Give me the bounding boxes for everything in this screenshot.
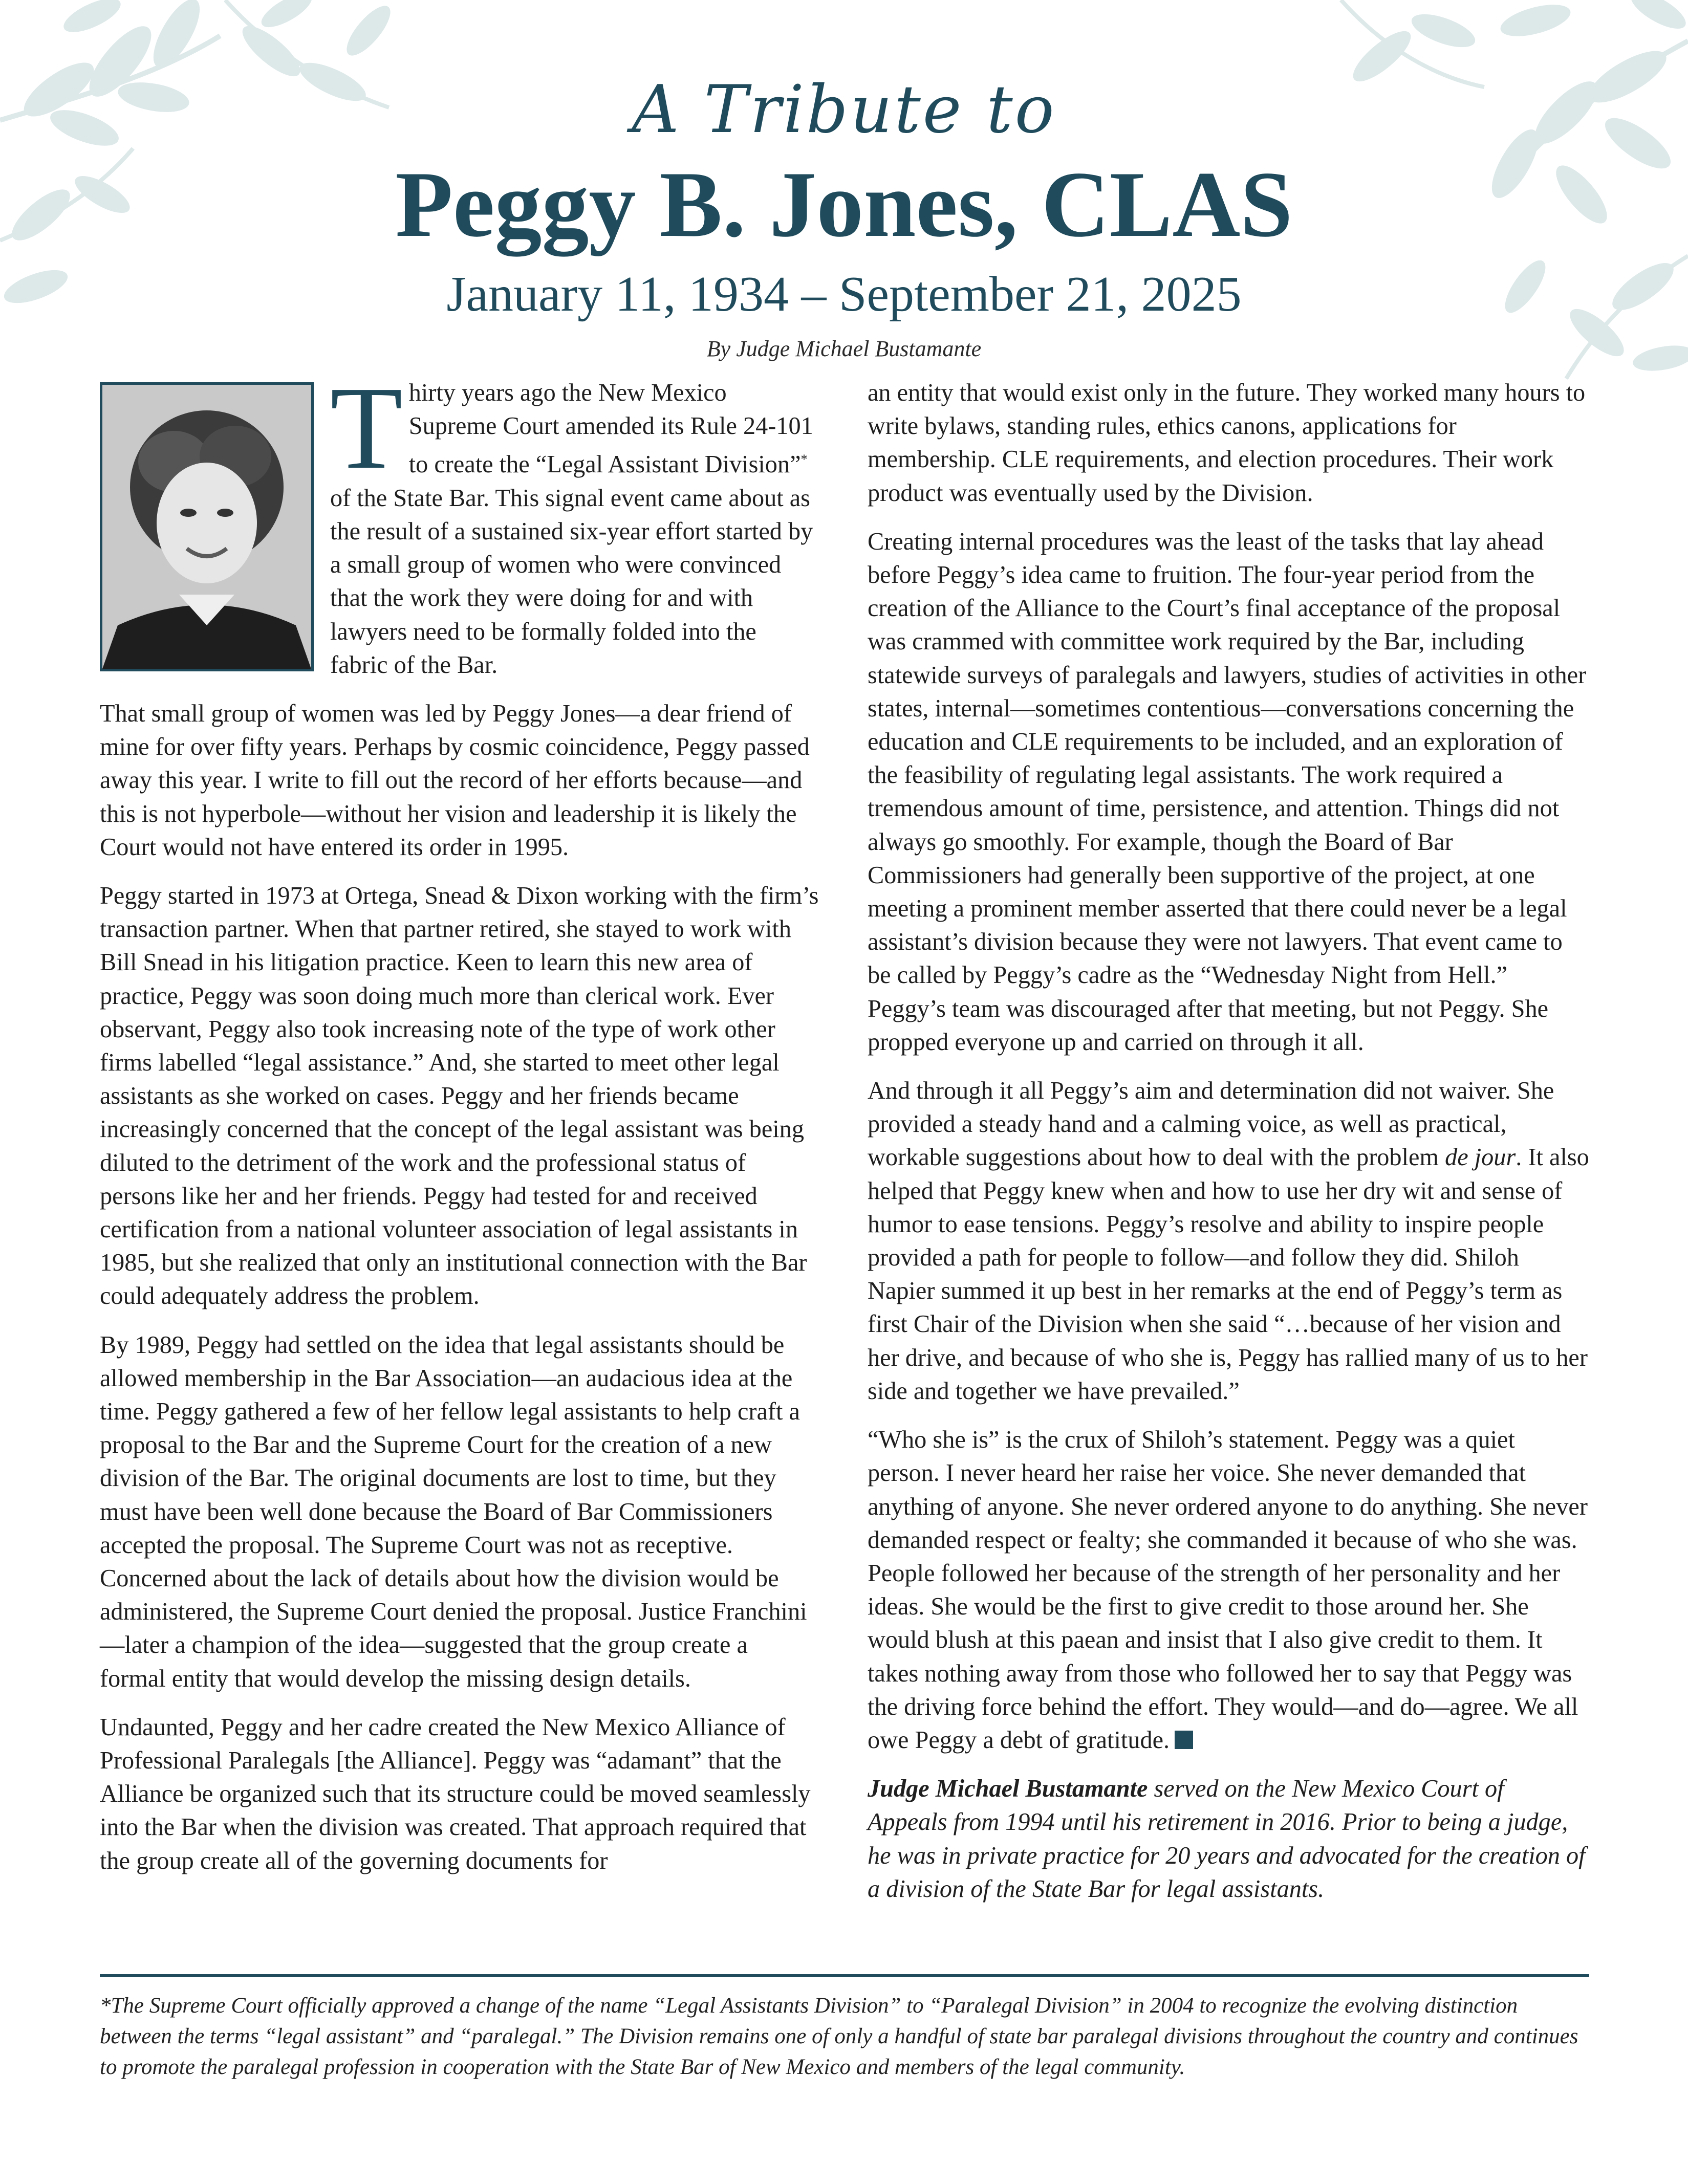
end-mark-icon — [1175, 1731, 1193, 1749]
paragraph: Undaunted, Peggy and her cadre created the New Mexico Alliance of Professional Paralegals [the Alliance]. Peggy was “adamant” that the Alliance be organized such that its structure could be moved seamlessly into the Bar when the division was created. That approach required that the group create all of the governing documents for — [100, 1713, 811, 1874]
honoree-name: Peggy B. Jones, CLAS — [395, 152, 1293, 256]
paragraph: That small group of women was led by Peggy Jones—a dear friend of mine for over fifty years. Perhaps by cosmic coincidence, Peggy passed away this year. I write to fill out the record of her efforts because—and this is not hyperbole—without her vision and leadership it is likely the Court would not have entered its order in 1995. — [100, 700, 810, 861]
footnote-mark: * — [800, 452, 808, 467]
paragraph-text: “Who she is” is the crux of Shiloh’s statement. Peggy was a quiet person. I never heard her raise her voice. She never demanded that anything of anyone. She never ordered anyone to do anything. She never demanded respect or fealty; she commanded it because of who she was. People followed her because of the strength of her personality and her ideas. She would be the first to give credit to those around her. She would blush at this paean and insist that I also give credit to them. It takes nothing away from those who followed her to say that Peggy was the driving force behind the effort. They would—and do—agree. We all owe Peggy a debt of gratitude. — [868, 1426, 1588, 1754]
paragraph: Peggy started in 1973 at Ortega, Snead & Dixon working with the firm’s transaction partner. When that partner retired, she stayed to work with Bill Snead in his litigation practice. Keen to learn this new area of practice, Peggy was soon doing much more than clerical work. Ever observant, Peggy also took increasing note of the type of work other firms labelled “legal assistance.” And, she started to meet other legal assistants as she worked on cases. Peggy and her friends became increasingly concerned that the concept of the legal assistant was being diluted to the detriment of the work and the professional status of persons like her and her friends. Peggy had tested for and received certification from a national volunteer association of legal assistants in 1985, but she realized that only an institutional connection with the Bar could adequately address the problem. — [100, 882, 819, 1310]
italic-phrase: de jour — [1445, 1144, 1516, 1171]
author-name: Judge Michael Bustamante — [868, 1775, 1148, 1803]
paragraph-text-cont: . It also helped that Peggy knew when and how to use her dry wit and sense of humor to ease tensions. Peggy’s resolve and ability to inspire people provided a path for people to follow—and follow they did. Shiloh Napier summed it up best in her remarks at the end of Peggy’s term as first Chair of the Division when she said “…because of her vision and her drive, and because of who she is, Peggy has rallied many of us to her side and together we have prevailed.” — [868, 1144, 1589, 1405]
footnote: *The Supreme Court officially approved a change of the name “Legal Assistants Division” to “Paralegal Division” in 2004 to recognize the evolving distinction between the terms “legal assistant” and “paralegal.” The Division remains one of only a handful of state bar paralegal divisions throughout the country and continues to promote the paralegal profession in cooperation with the State Bar of New Mexico and members of the legal community. — [100, 1994, 1578, 2079]
portrait-photo — [100, 382, 314, 671]
paragraph: Creating internal procedures was the least of the tasks that lay ahead before Peggy’s idea came to fruition. The four-year period from the creation of the Alliance to the Court’s final acceptance of the proposal was crammed with committee work required by the Bar, including statewide surveys of paralegals and lawyers, studies of activities in other states, internal—sometimes contentious—conversations concerning the education and CLE requirements to be included, and an exploration of the feasibility of regulating legal assistants. The work required a tremendous amount of time, persistence, and attention. Things did not always go smoothly. For example, though the Board of Bar Commissioners had generally been supportive of the project, at one meeting a prominent member asserted that there could never be a legal assistant’s division because they were not lawyers. That event came to be called by Peggy’s cadre as the “Wednesday Night from Hell.” Peggy’s team was discouraged after that meeting, but not Peggy. She propped everyone up and carried on through it all. — [868, 528, 1587, 1056]
paragraph-text: And through it all Peggy’s aim and determination did not waiver. She provided a steady hand and a calming voice, as well as practical, workable suggestions about how to deal with the problem — [868, 1077, 1554, 1171]
paragraph-intro-text-cont: of the State Bar. This signal event came about as the result of a sustained six-year effort started by a small group of women who were convinced that the work they were doing for and with lawyers need to be formally folded into the fabric of the Bar. — [330, 484, 813, 679]
article-column-left — [100, 362, 819, 1893]
paragraph: an entity that would exist only in the future. They worked many hours to write bylaws, standing rules, ethics canons, applications for membership. CLE requirements, and election procedures. Their work product was eventually used by the Division. — [868, 379, 1586, 507]
author-bio — [868, 1772, 1589, 1906]
byline: By Judge Michael Bustamante — [706, 336, 982, 361]
article-column-right — [868, 376, 1589, 1921]
life-dates: January 11, 1934 – September 21, 2025 — [446, 267, 1242, 322]
tribute-kicker: A Tribute to — [632, 72, 1056, 148]
footnote-divider — [100, 1974, 1589, 1977]
paragraph-intro-text: hirty years ago the New Mexico Supreme Court amended its Rule 24-101 to create the “Legal Assistant Division” — [408, 379, 813, 478]
author-bio-text: served on the New Mexico Court of Appeals from 1994 until his retirement in 2016. Prior to being a judge, he was in private practice for 20 years and advocated for the creation of a division of the State Bar for legal assistants. — [868, 1775, 1586, 1903]
drop-cap: T — [330, 362, 403, 494]
paragraph: By 1989, Peggy had settled on the idea that legal assistants should be allowed membership in the Bar Association—an audacious idea at the time. Peggy gathered a few of her fellow legal assistants to help craft a proposal to the Bar and the Supreme Court for the creation of a new division of the Bar. The original documents are lost to time, but they must have been well done because the Board of Bar Commissioners accepted the proposal. The Supreme Court was not as receptive. Concerned about the lack of details about how the division would be administered, the Supreme Court denied the proposal. Justice Franchini—later a champion of the idea—suggested that the group create a formal entity that would develop the missing design details. — [100, 1331, 807, 1692]
paragraph-closing — [868, 1423, 1589, 1757]
paragraph — [868, 1074, 1589, 1408]
portrait-image — [102, 385, 311, 669]
masthead — [0, 67, 1688, 327]
